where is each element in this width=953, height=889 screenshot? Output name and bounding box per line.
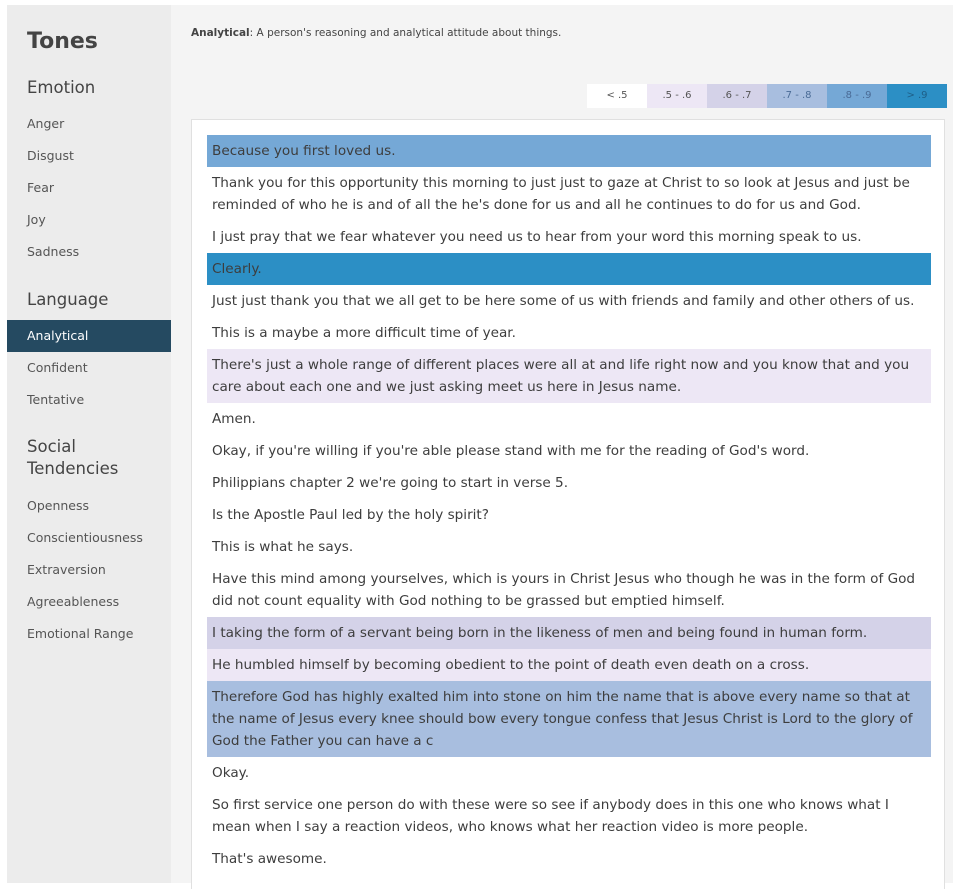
- sentence: Have this mind among yourselves, which is yours in Christ Jesus who though he was in the form of God did not count equality with God nothing to be grassed but emptied himself.: [212, 571, 916, 609]
- sidebar-item-openness[interactable]: Openness: [27, 498, 90, 513]
- sentence: That's awesome.: [212, 851, 327, 867]
- sentence: Thank you for this opportunity this morning to just just to gaze at Christ to so look at Jesus and just be reminded of who he is and of all the he's done for us and all he continues to do for us and God.: [212, 175, 910, 213]
- sentence: There's just a whole range of different places were all at and life right now and you know that and you care about each one and we just asking meet us here in Jesus name.: [207, 349, 931, 403]
- sentence: He humbled himself by becoming obedient to the point of death even death on a cross.: [207, 649, 931, 681]
- sentence: This is a maybe a more difficult time of year.: [212, 325, 516, 341]
- sidebar-title: Tones: [27, 29, 98, 54]
- tone-description: [191, 27, 561, 39]
- sentence: Clearly.: [207, 253, 931, 285]
- sentence-list: [207, 135, 931, 875]
- sidebar-item-confident[interactable]: Confident: [27, 360, 88, 375]
- score-legend: [587, 84, 947, 108]
- sidebar-item-sadness[interactable]: Sadness: [27, 244, 80, 259]
- sentence: Okay.: [212, 765, 250, 781]
- group-heading-language: Language: [27, 290, 109, 309]
- sentence: Is the Apostle Paul led by the holy spirit?: [212, 507, 489, 523]
- tone-definition: : A person's reasoning and analytical attitude about things.: [249, 27, 562, 39]
- legend-swatch: > .9: [887, 84, 947, 108]
- sidebar-item-tentative[interactable]: Tentative: [27, 392, 85, 407]
- legend-swatch: .8 - .9: [827, 84, 887, 108]
- sentence: This is what he says.: [212, 539, 354, 555]
- sidebar-item-conscientiousness[interactable]: Conscientiousness: [27, 530, 143, 545]
- sidebar-item-extraversion[interactable]: Extraversion: [27, 562, 106, 577]
- sentence: So first service one person do with these were so see if anybody does in this one who knows what I mean when I say a reaction videos, who knows what her reaction video is more people.: [212, 797, 889, 835]
- sentence: Philippians chapter 2 we're going to start in verse 5.: [212, 475, 569, 491]
- group-heading-social-tendencies: Social Tendencies: [27, 437, 119, 478]
- sidebar-item-disgust[interactable]: Disgust: [27, 148, 74, 163]
- tones-sidebar: [7, 5, 171, 883]
- legend-swatch: .7 - .8: [767, 84, 827, 108]
- main-content: [171, 5, 953, 883]
- sidebar-item-fear[interactable]: Fear: [27, 180, 54, 195]
- sentence: Okay, if you're willing if you're able please stand with me for the reading of God's word.: [212, 443, 810, 459]
- legend-swatch: .5 - .6: [647, 84, 707, 108]
- sidebar-item-analytical[interactable]: Analytical: [7, 320, 171, 352]
- legend-swatch: < .5: [587, 84, 647, 108]
- sidebar-item-anger[interactable]: Anger: [27, 116, 65, 131]
- sidebar-item-emotional-range[interactable]: Emotional Range: [27, 626, 134, 641]
- sentence-panel: [191, 119, 945, 889]
- sidebar-item-agreeableness[interactable]: Agreeableness: [27, 594, 120, 609]
- sentence: Because you first loved us.: [207, 135, 931, 167]
- sentence: Therefore God has highly exalted him into stone on him the name that is above every name so that at the name of Jesus every knee should bow every tongue confess that Jesus Christ is Lord to the glory of God the Father you can have a c: [207, 681, 931, 757]
- legend-swatch: .6 - .7: [707, 84, 767, 108]
- group-heading-emotion: Emotion: [27, 78, 96, 97]
- sentence: I taking the form of a servant being born in the likeness of men and being found in human form.: [207, 617, 931, 649]
- tone-term: Analytical: [191, 27, 250, 39]
- sentence: I just pray that we fear whatever you need us to hear from your word this morning speak to us.: [212, 229, 862, 245]
- sentence: Amen.: [212, 411, 256, 427]
- sidebar-item-joy[interactable]: Joy: [27, 212, 46, 227]
- sentence: Just just thank you that we all get to be here some of us with friends and family and other others of us.: [212, 293, 915, 309]
